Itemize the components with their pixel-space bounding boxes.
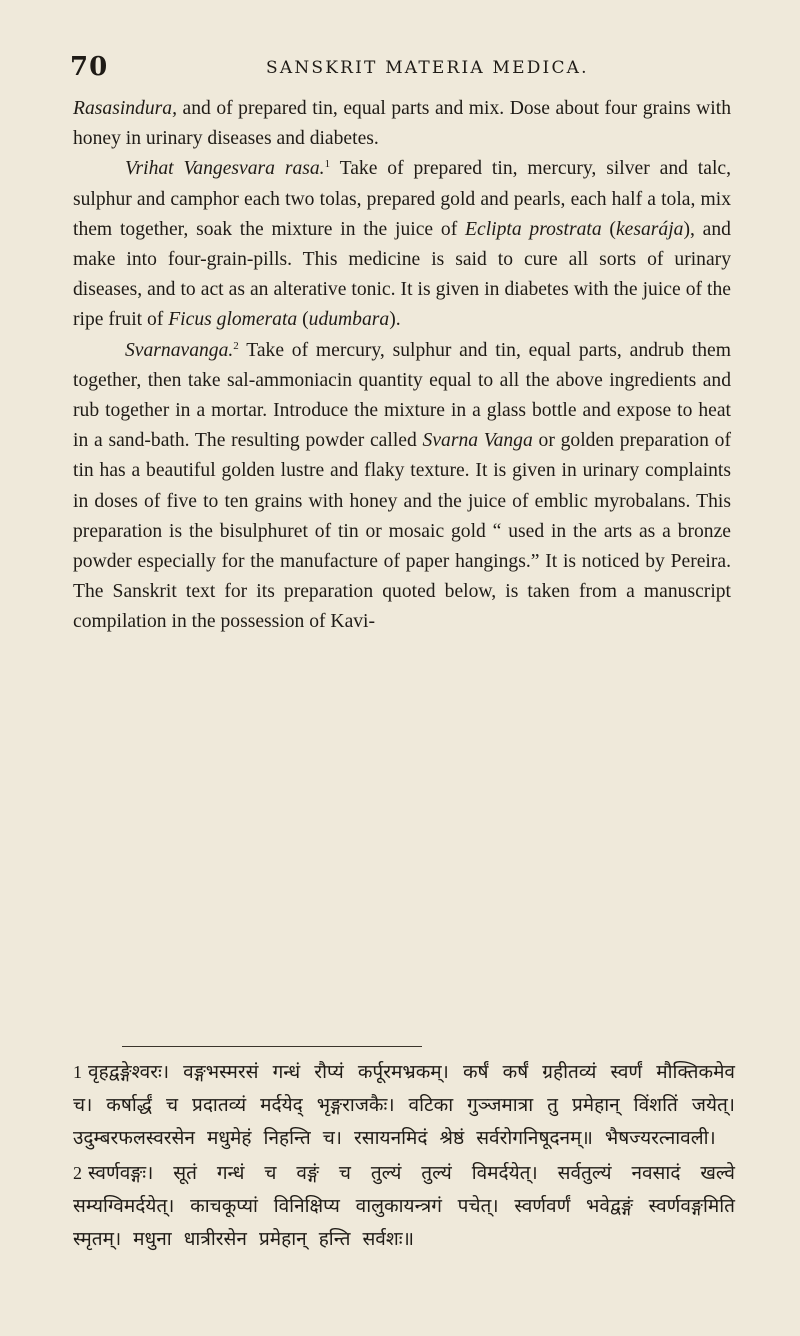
paren-open: ( (297, 309, 309, 331)
paragraph-text: or golden preparation of tin has a beautiful golden lustre and flaky texture. It is given in urinary complaints in doses of five to ten grains with honey and the juice of emblic myrobalans. This preparation is the bisulphuret of tin or mosaic gold “ used in the arts as a bronze powder especially for the manufacture of paper hangings.” It is noticed by Pereira. The Sanskrit text for its preparation quoted below, is taken from a manuscript compilation in the possession of Kavi- (73, 430, 731, 633)
vernacular-name: udumbara (308, 309, 390, 331)
footnote-sanskrit-text: वृहद्वङ्गेश्वरः। वङ्गभस्मरसं गन्धं रौप्यं कर्पूरमभ्रकम्। कर्षं कर्षं ग्रहीतव्यं स्वर्णं मौक्तिकमेव च। कर्षार्द्धं च प्रदातव्यं मर्दयेद् भृङ्गराजकैः। वटिका गुञ्जमात्रा तु प्रमेहान् विंशतिं जयेत्। उदुम्बरफलस्वरसेन मधुमेहं निहन्ति च। रसायनमिदं श्रेष्ठं सर्वरोगनिषूदनम्॥ भैषज्यरत्नावली। (73, 1061, 735, 1149)
term-rasasindura: Rasasindura, (73, 98, 177, 119)
paren-close: ), (683, 218, 695, 240)
paragraph-svarnavanga (73, 336, 731, 638)
preparation-name: Svarna Vanga (422, 430, 533, 452)
paren-open: ( (601, 218, 616, 240)
footnote-ref-1: 1 (324, 158, 331, 171)
term-vrihat-vangesvara: Vrihat Vangesvara rasa. (125, 158, 325, 180)
footnote-divider (122, 1046, 422, 1047)
footnote-number: 1 (73, 1062, 82, 1082)
paragraph-text: and of prepared tin, equal parts and mix. Dose about four grains with honey in urinary diseases and diabetes. (73, 98, 731, 150)
page-number: 70 (70, 52, 109, 82)
footnote-sanskrit-text: स्वर्णवङ्गः। सूतं गन्धं च वङ्गं च तुल्यं तुल्यं विमर्दयेत्। सर्वतुल्यं नवसादं खल्वे सम्यग्विमर्दयेत्। काचकूप्यां विनिक्षिप्य वालुकायन्त्रगं पचेत्। स्वर्णवर्णं भवेद्वङ्गं स्वर्णवङ्गमिति स्मृतम्। मधुना धात्रीरसेन प्रमेहान् हन्ति सर्वशः॥ (73, 1162, 735, 1250)
paragraph-text: Take of mercury, sulphur and tin, equal parts, andrub them together, then take sal-ammoniacin quantity equal to all the above ingredients and rub together in a mortar. Introduce the mixture in a glass bottle and expose to heat in a sand-bath. The resulting powder called (73, 339, 731, 452)
footnote-ref-2: 2 (233, 339, 239, 352)
page-header (70, 52, 730, 92)
species-name: Ficus glomerata (168, 309, 298, 331)
paren-close: ). (389, 309, 401, 331)
main-text (73, 94, 731, 638)
footnote-2 (73, 1157, 735, 1256)
term-svarnavanga: Svarnavanga. (125, 339, 234, 361)
paragraph-text: Take of prepared tin, mercury, silver and talc, sulphur and camphor each two tolas, prepared gold and pearls, each half a tola, mix them together, soak the mixture in the juice of (73, 158, 731, 240)
species-name: Eclipta prostrata (465, 218, 602, 240)
paragraph-rasasindura (73, 94, 731, 154)
paragraph-text: and make into four-grain-pills. This medicine is said to cure all sorts of urinary diseases, and to act as an alterative tonic. It is given in diabetes with the juice of the ripe fruit of (73, 218, 731, 331)
running-title: SANSKRIT MATERIA MEDICA. (266, 58, 589, 78)
vernacular-name: kesarája (615, 218, 684, 240)
footnote-1 (73, 1056, 735, 1155)
paragraph-vrihat-vangesvara (73, 154, 731, 335)
footnote-number: 2 (73, 1163, 82, 1183)
footnotes (73, 1056, 735, 1258)
